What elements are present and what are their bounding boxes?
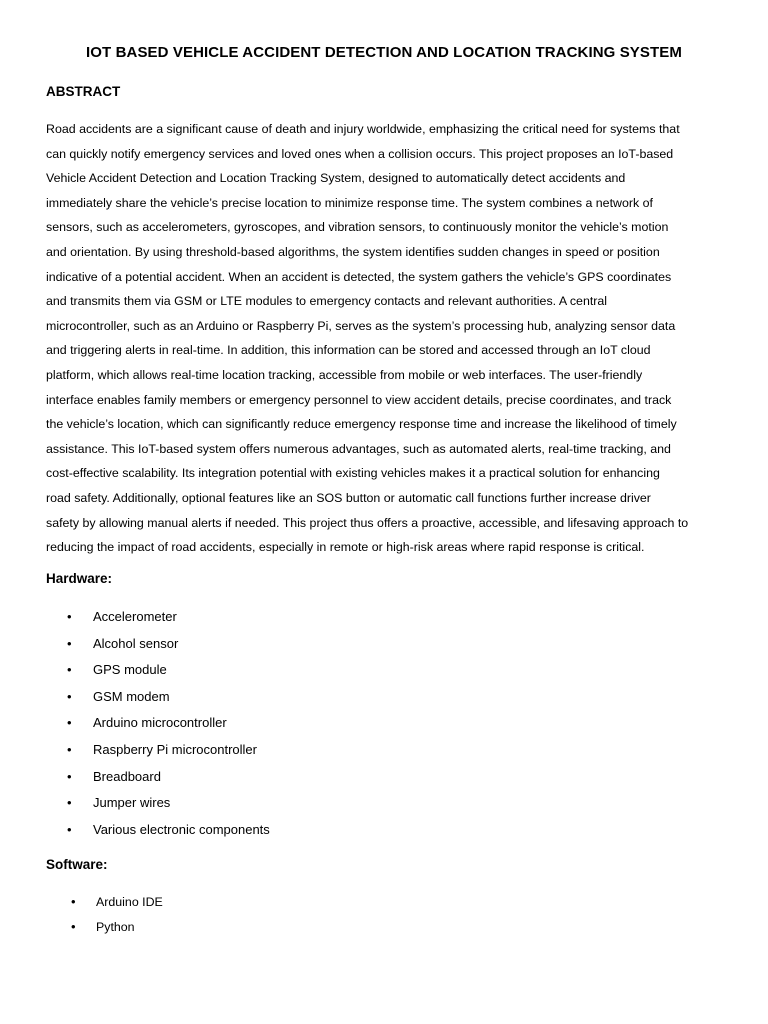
abstract-line: road safety. Additionally, optional features like an SOS button or automatic call functions further increase driver — [46, 490, 651, 505]
list-item — [46, 661, 270, 688]
abstract-line: the vehicle’s location, which can significantly reduce emergency response time and increase the likelihood of timely — [46, 417, 677, 432]
bullet-icon: • — [67, 795, 72, 811]
abstract-line: and transmits them via GSM or LTE modules to emergency contacts and relevant authorities. A central — [46, 294, 608, 309]
list-item — [46, 741, 270, 768]
hardware-heading: Hardware: — [46, 571, 113, 586]
list-item — [46, 688, 270, 715]
list-item-label: GSM modem — [93, 688, 170, 704]
abstract-line: cost-effective scalability. Its integration potential with existing vehicles makes it a practical solution for enhancing — [46, 466, 660, 481]
abstract-line: can quickly notify emergency services and loved ones when a collision occurs. This project proposes an IoT-based — [46, 146, 674, 161]
bullet-icon: • — [67, 662, 72, 678]
software-heading: Software: — [46, 857, 108, 872]
abstract-line: indicative of a potential accident. When an accident is detected, the system gathers the vehicle’s GPS coordinates — [46, 269, 672, 284]
abstract-line: and triggering alerts in real-time. In addition, this information can be stored and accessed through an IoT cloud — [46, 343, 651, 358]
list-item-label: Arduino microcontroller — [93, 715, 227, 731]
abstract-line: immediately share the vehicle’s precise location to minimize response time. The system combines a network of — [46, 195, 653, 210]
list-item — [46, 608, 270, 635]
list-item — [46, 714, 270, 741]
bullet-icon: • — [67, 688, 72, 704]
abstract-line: safety by allowing manual alerts if needed. This project thus offers a proactive, accessible, and lifesaving approach to — [46, 515, 689, 530]
bullet-icon: • — [67, 715, 72, 731]
abstract-paragraph — [46, 117, 722, 560]
abstract-line: interface enables family members or emergency personnel to view accident details, precise coordinates, and track — [46, 392, 672, 407]
abstract-line: sensors, such as accelerometers, gyroscopes, and vibration sensors, to continuously monitor the vehicle’s motion — [46, 220, 669, 235]
bullet-icon: • — [67, 768, 72, 784]
bullet-icon: • — [67, 635, 72, 651]
abstract-line: reducing the impact of road accidents, especially in remote or high-risk areas where rapid response is critical. — [46, 540, 645, 555]
list-item — [46, 794, 270, 821]
hardware-list — [46, 608, 270, 847]
list-item — [46, 821, 270, 848]
document-title: IOT BASED VEHICLE ACCIDENT DETECTION AND LOCATION TRACKING SYSTEM — [86, 44, 682, 61]
bullet-icon: • — [67, 821, 72, 837]
list-item-label: Raspberry Pi microcontroller — [93, 741, 257, 757]
bullet-icon: • — [67, 609, 72, 624]
list-item-label: Arduino IDE — [96, 895, 163, 909]
abstract-line: Road accidents are a significant cause of death and injury worldwide, emphasizing the critical need for systems that — [46, 122, 680, 136]
bullet-icon: • — [71, 918, 76, 934]
abstract-line: and orientation. By using threshold-based algorithms, the system identifies sudden changes in speed or position — [46, 244, 660, 259]
list-item-label: Alcohol sensor — [93, 635, 179, 651]
list-item — [46, 918, 163, 943]
bullet-icon: • — [71, 894, 76, 909]
abstract-heading: ABSTRACT — [46, 84, 121, 99]
software-list — [46, 893, 163, 942]
abstract-line: platform, which allows real-time location tracking, accessible from mobile or web interfaces. The user-friendly — [46, 367, 643, 382]
list-item — [46, 635, 270, 662]
list-item — [46, 768, 270, 795]
list-item-label: Accelerometer — [93, 609, 177, 624]
list-item-label: GPS module — [93, 662, 167, 678]
abstract-line: microcontroller, such as an Arduino or Raspberry Pi, serves as the system’s processing hub, analyzing sensor data — [46, 318, 676, 333]
bullet-icon: • — [67, 741, 72, 757]
abstract-line: Vehicle Accident Detection and Location Tracking System, designed to automatically detect accidents and — [46, 171, 626, 186]
list-item-label: Breadboard — [93, 768, 161, 784]
list-item-label: Various electronic components — [93, 821, 270, 837]
list-item-label: Python — [96, 919, 135, 934]
abstract-line: assistance. This IoT-based system offers numerous advantages, such as automated alerts, real-time tracking, and — [46, 441, 671, 456]
list-item — [46, 893, 163, 918]
list-item-label: Jumper wires — [93, 795, 171, 811]
